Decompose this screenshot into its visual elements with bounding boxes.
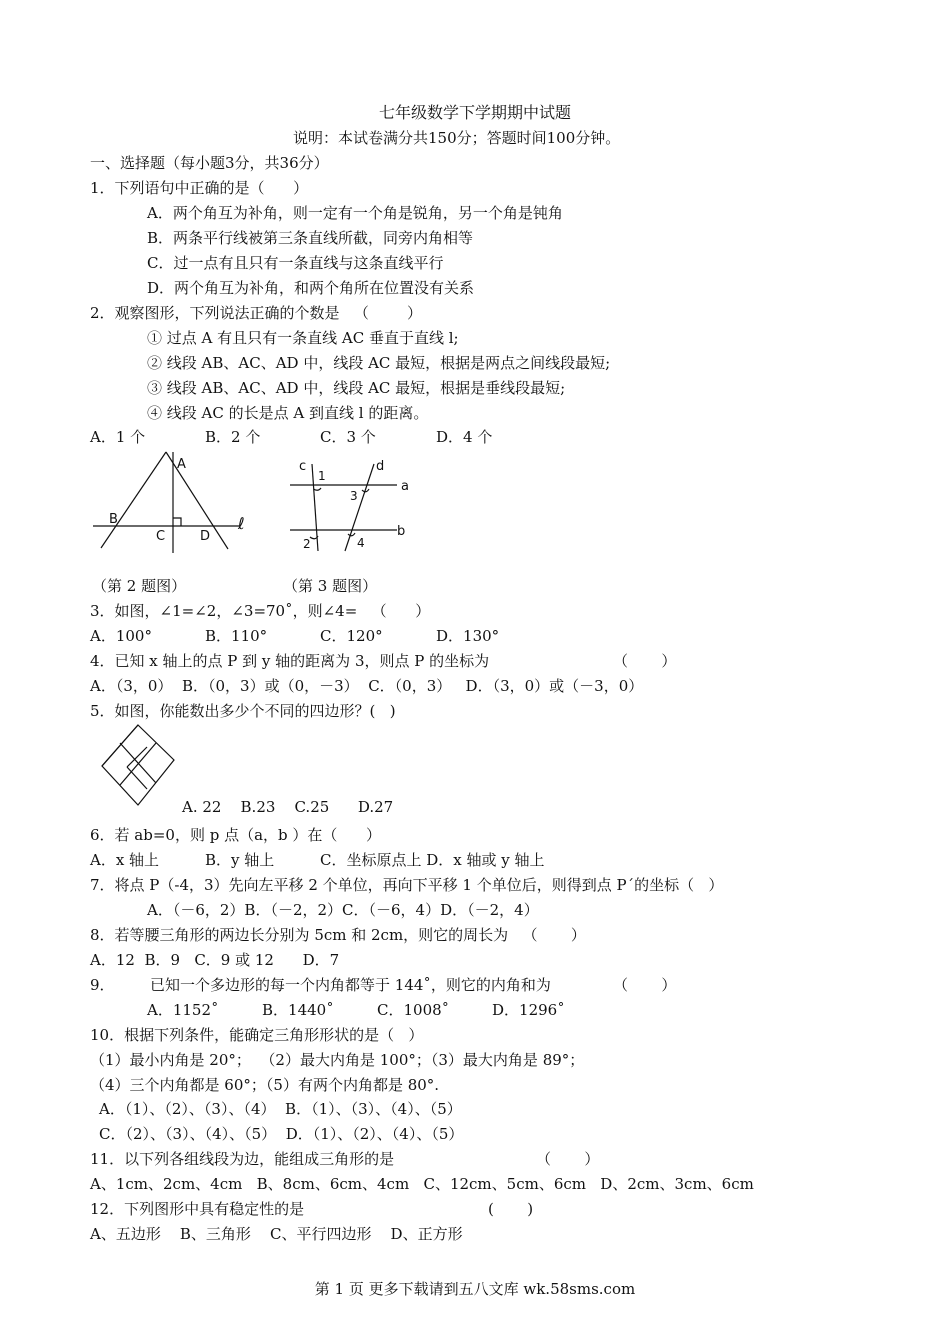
question-10-options-cd: C．（2）、（3）、（4）、（5） D．（1）、（2）、（4）、（5） (99, 1125, 464, 1143)
label-angle-2: 2 (303, 537, 311, 551)
question-2-statement-3: ③ 线段 AB、AC、AD 中，线段 AC 最短，根据是垂线段最短; (147, 379, 566, 397)
question-2-statement-1: ① 过点 A 有且只有一条直线 AC 垂直于直线 l; (147, 329, 459, 347)
question-9-number: 9． (90, 976, 115, 994)
figure-3-caption: （第 3 题图） (283, 577, 378, 595)
label-angle-4: 4 (357, 536, 365, 550)
exam-instructions: 说明：本试卷满分共150分；答题时间100分钟。 (293, 129, 621, 147)
question-12-answer-paren: ( ) (488, 1200, 534, 1218)
question-3-option-c: C．120° (320, 627, 383, 645)
question-6-option-a: A．x 轴上 (90, 851, 160, 869)
question-12-stem: 12．下列图形中具有稳定性的是 (90, 1200, 305, 1218)
question-2-option-c: C．3 个 (320, 428, 376, 446)
question-6-stem: 6．若 ab=0，则 p 点（a，b ）在（ ） (90, 826, 382, 844)
question-8-stem: 8．若等腰三角形的两边长分别为 5cm 和 2cm，则它的周长为 （ ） (90, 926, 586, 944)
label-l: ℓ (238, 514, 245, 533)
label-d: d (376, 459, 385, 474)
question-5-stem: 5．如图，你能数出多少个不同的四边形？( ) (90, 702, 396, 720)
angle-1-arc (314, 488, 322, 490)
question-4-answer-paren: （ ） (613, 652, 677, 670)
question-4-stem: 4．已知 x 轴上的点 P 到 y 轴的距离为 3，则点 P 的坐标为 (90, 652, 490, 670)
question-10-options-ab: A．（1）、（2）、（3）、（4） B．（1）、（3）、（4）、（5） (99, 1100, 462, 1118)
question-3-stem: 3．如图，∠1=∠2，∠3=70˚，则∠4= （ ） (90, 602, 431, 620)
question-12-options: A、五边形 B、三角形 C、平行四边形 D、正方形 (90, 1225, 463, 1243)
question-9-option-a: A．1152˚ (147, 1001, 219, 1019)
segment-ad (166, 452, 228, 549)
label-b: B (109, 512, 118, 527)
question-9-answer-paren: （ ） (613, 976, 677, 994)
figure-question-3 (285, 452, 420, 556)
question-2-option-b: B．2 个 (205, 428, 261, 446)
question-10-conditions-1: （1）最小内角是 20°； （2）最大内角是 100°；（3）最大内角是 89°； (90, 1051, 585, 1069)
question-10-conditions-2: （4）三个内角都是 60°；（5）有两个内角都是 80°. (90, 1076, 440, 1094)
outer-quadrilateral (102, 725, 174, 805)
label-a: A (177, 457, 186, 472)
question-2-stem: 2．观察图形，下列说法正确的个数是 （ ） (90, 304, 422, 322)
figure-2-caption: （第 2 题图） (92, 577, 187, 595)
question-2-option-d: D．4 个 (436, 428, 493, 446)
question-11-stem: 11．以下列各组线段为边，能组成三角形的是 (90, 1150, 395, 1168)
angle-4-arc (348, 533, 355, 536)
question-9-option-d: D．1296˚ (492, 1001, 565, 1019)
section-heading: 一、选择题（每小题3分，共36分） (90, 154, 329, 172)
question-2-statement-4: ④ 线段 AC 的长是点 A 到直线 l 的距离。 (147, 404, 429, 422)
page-title: 七年级数学下学期期中试题 (378, 103, 571, 122)
question-9-option-b: B．1440˚ (262, 1001, 334, 1019)
label-a: a (401, 479, 409, 494)
question-1-option-a: A．两个角互为补角，则一定有一个角是锐角，另一个角是钝角 (147, 204, 563, 222)
question-4-options: A．（3，0） B．（0，3）或（0，－3） C．（0，3） D．（3，0）或（－3，0） (90, 677, 644, 695)
question-2-statement-2: ② 线段 AB、AC、AD 中，线段 AC 最短，根据是两点之间线段最短; (147, 354, 611, 372)
label-d: D (200, 529, 211, 544)
question-3-option-a: A．100° (90, 627, 152, 645)
question-5-options: A. 22 B.23 C.25 D.27 (182, 798, 394, 816)
question-3-option-d: D．130° (436, 627, 500, 645)
page-footer: 第 1 页 更多下载请到五八文库 wk.58sms.com (314, 1280, 636, 1298)
figure-question-2 (88, 448, 263, 560)
question-2-option-a: A．1 个 (90, 428, 146, 446)
question-11-options: A、1cm、2cm、4cm B、8cm、6cm、4cm C、12cm、5cm、6cm D、2cm、3cm、6cm (90, 1175, 754, 1193)
label-c: C (156, 529, 166, 544)
question-11-answer-paren: （ ） (536, 1150, 600, 1168)
question-10-stem: 10．根据下列条件，能确定三角形形状的是（ ） (90, 1026, 424, 1044)
question-6-option-b: B．y 轴上 (205, 851, 275, 869)
figure-question-5 (100, 723, 178, 809)
question-7-stem: 7．将点 P（-4，3）先向左平移 2 个单位，再向下平移 1 个单位后，则得到点 P´的坐标（ ） (90, 876, 724, 894)
label-b: b (397, 524, 406, 539)
question-7-options: A．（－6，2）B．（－2，2）C．（－6，4）D．（－2，4） (147, 901, 539, 919)
label-angle-3: 3 (350, 489, 358, 503)
question-1-option-d: D．两个角互为补角，和两个角所在位置没有关系 (147, 279, 475, 297)
question-1-option-c: C．过一点有且只有一条直线与这条直线平行 (147, 254, 444, 272)
label-c: c (299, 459, 307, 474)
question-6-option-cd: C．坐标原点上 D．x 轴或 y 轴上 (320, 851, 545, 869)
question-1-stem: 1．下列语句中正确的是（ ） (90, 179, 309, 197)
right-angle-mark (173, 518, 181, 526)
question-9-stem: 已知一个多边形的每一个内角都等于 144˚，则它的内角和为 (150, 976, 551, 994)
question-3-option-b: B．110° (205, 627, 268, 645)
label-angle-1: 1 (318, 469, 326, 483)
question-9-option-c: C．1008˚ (377, 1001, 450, 1019)
question-8-options: A．12 B．9 C．9 或 12 D．7 (90, 951, 340, 969)
question-1-option-b: B．两条平行线被第三条直线所截，同旁内角相等 (147, 229, 474, 247)
